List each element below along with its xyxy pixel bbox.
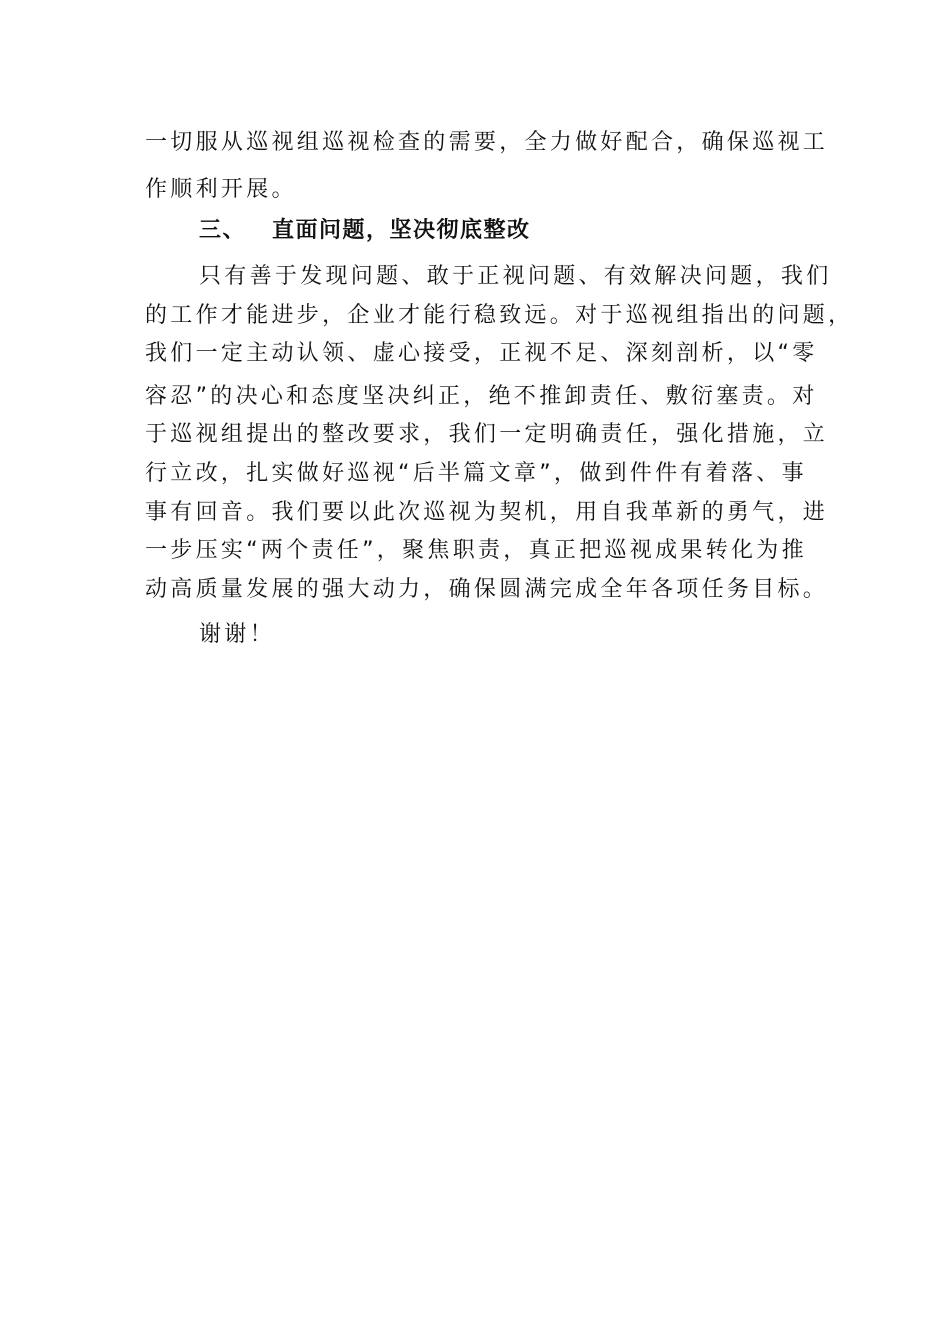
paragraph-line: 只有善于发现问题、敢于正视问题、有效解决问题，我们	[199, 264, 832, 289]
paragraph-line: 作顺利开展。	[145, 177, 297, 202]
paragraph-line: 的工作才能进步，企业才能行稳致远。对于巡视组指出的问题，	[145, 303, 854, 328]
section-title: 直面问题，坚决彻底整改	[272, 218, 531, 243]
section-number: 三、	[199, 218, 247, 243]
paragraph-line: 事有回音。我们要以此次巡视为契机，用自我革新的勇气，进	[145, 500, 829, 525]
paragraph-line: 于巡视组提出的整改要求，我们一定明确责任，强化措施，立	[145, 422, 829, 447]
paragraph-line: 容忍”的决心和态度坚决纠正，绝不推卸责任、敷衍塞责。对	[145, 384, 818, 409]
paragraph-line: 我们一定主动认领、虚心接受，正视不足、深刻剖析，以“零	[145, 341, 818, 366]
paragraph-line: 一步压实“两个责任”，聚焦职责，真正把巡视成果转化为推	[145, 538, 807, 563]
section-heading	[199, 218, 531, 244]
paragraph-line: 动高质量发展的强大动力，确保圆满完成全年各项任务目标。	[145, 577, 829, 602]
closing-line: 谢谢！	[199, 622, 275, 647]
paragraph-line: 一切服从巡视组巡视检查的需要，全力做好配合，确保巡视工	[145, 130, 829, 155]
paragraph-line: 行立改，扎实做好巡视“后半篇文章”，做到件件有着落、事	[145, 461, 807, 486]
